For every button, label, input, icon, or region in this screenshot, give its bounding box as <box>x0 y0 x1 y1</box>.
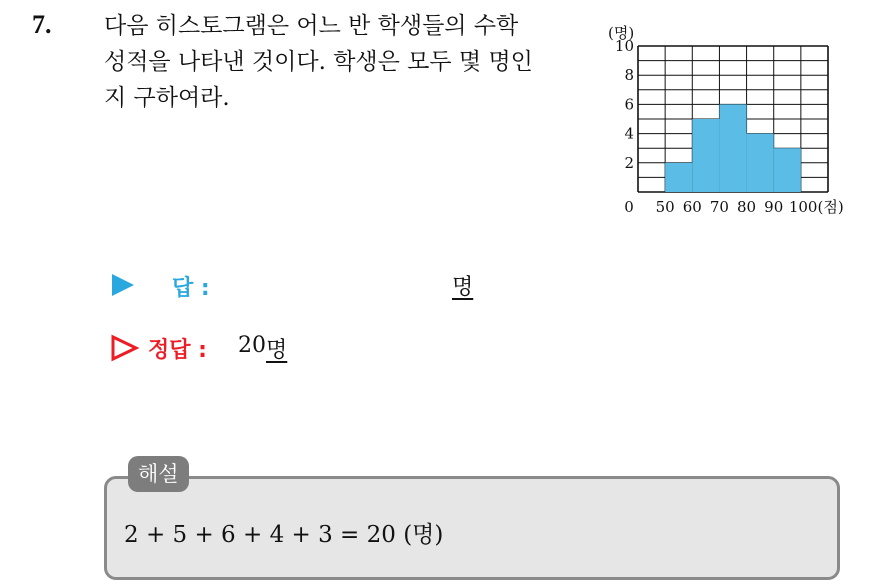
question-line: 다음 히스토그램은 어느 반 학생들의 수학 <box>104 13 519 39</box>
question-number: 7. <box>32 10 52 39</box>
y-tick-label: 2 <box>624 153 634 172</box>
correct-label: 정답 : <box>148 338 207 363</box>
solution-tag: 해설 <box>128 456 189 492</box>
question-line: 지 구하여라. <box>104 85 230 111</box>
x-tick-label: 70 <box>709 198 729 216</box>
histogram-chart <box>600 16 856 226</box>
correct-value: 20 <box>238 333 266 358</box>
question-line: 성적을 나타낸 것이다. 학생은 모두 몇 명인 <box>104 49 533 75</box>
histogram-bar <box>719 104 746 192</box>
origin-label: 0 <box>624 198 634 216</box>
histogram-bar <box>692 119 719 192</box>
x-tick-label: 100(점) <box>788 198 844 216</box>
y-tick-label: 4 <box>624 124 634 143</box>
y-tick-label: 6 <box>624 95 634 114</box>
question-text <box>104 8 584 116</box>
x-tick-label: 50 <box>655 198 675 216</box>
solution-equation: 2 + 5 + 6 + 4 + 3 = 20 (명) <box>124 522 444 548</box>
y-tick-label: 10 <box>614 37 634 55</box>
histogram-bar <box>747 134 774 192</box>
histogram-bar <box>774 148 801 192</box>
histogram-bar <box>665 163 692 192</box>
y-axis-label: (명) <box>608 24 635 42</box>
y-tick-label: 8 <box>624 66 634 85</box>
x-tick-label: 60 <box>682 198 702 216</box>
x-tick-label: 80 <box>737 198 757 216</box>
x-tick-label: 90 <box>764 198 784 216</box>
correct-unit: 명 <box>266 338 288 363</box>
correct-arrow-icon <box>110 334 140 362</box>
answer-label: 답 : <box>172 276 210 301</box>
answer-unit: 명 <box>452 275 474 300</box>
answer-arrow-icon <box>110 272 136 298</box>
